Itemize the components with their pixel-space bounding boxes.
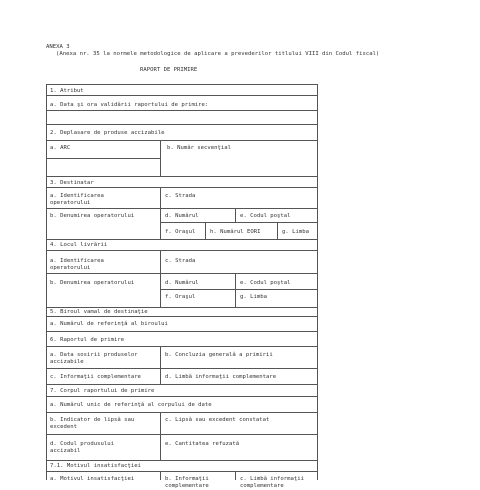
row-line (46, 208, 317, 209)
field-3-consignee: 3. Destinatar (50, 180, 94, 186)
field-7-1c-info-language: c. Limbă informaţii complementare (240, 476, 304, 489)
report-title: RAPORT DE PRIMIRE (140, 67, 198, 73)
column-line (160, 471, 161, 480)
field-6b-overall-conclusion: b. Concluzia generală a primirii (165, 352, 273, 358)
field-4a-operator-id: a. Identificarea operatorului (50, 258, 104, 271)
field-4e-postal-code: e. Codul poştal (240, 280, 291, 286)
field-6-receipt-report: 6. Raportul de primire (50, 337, 125, 343)
field-3d-number: d. Numărul (165, 213, 199, 219)
form-top-border (46, 84, 317, 85)
field-7d-product-code: d. Codul produsului accizabil (50, 441, 114, 454)
column-line (160, 187, 161, 239)
row-line (46, 346, 317, 347)
row-line (46, 158, 160, 159)
field-3f-city: f. Oraşul (165, 229, 196, 235)
field-3c-street: c. Strada (165, 193, 196, 199)
field-3g-language: g. Limba (282, 229, 309, 235)
row-line (160, 289, 317, 290)
row-line (46, 316, 317, 317)
field-1a-validation-datetime: a. Data şi ora validării raportului de primire: (50, 102, 209, 108)
row-line (46, 140, 317, 141)
row-line (46, 384, 317, 385)
column-line (205, 222, 206, 239)
field-7e-refused-quantity: e. Cantitatea refuzată (165, 441, 240, 447)
row-line (46, 273, 317, 274)
form-right-border (317, 84, 318, 480)
row-line (46, 368, 317, 369)
row-line (46, 434, 317, 435)
field-2b-sequence-number: b. Număr secvenţial (167, 145, 231, 151)
row-line (46, 187, 317, 188)
field-3h-eori-number: h. Numărul EORI (210, 229, 261, 235)
column-line (160, 412, 161, 460)
row-line (160, 222, 317, 223)
annex-subtitle: (Anexa nr. 35 la normele metodologice de aplicare a prevederilor titlului VIII din Codul fiscal) (56, 51, 380, 57)
row-line (46, 250, 317, 251)
row-line (46, 239, 317, 240)
field-7-1b-complementary-info: b. Informaţii complementare (165, 476, 209, 489)
row-line (46, 124, 317, 125)
field-7a-body-reference: a. Numărul unic de referinţă al corpului de date (50, 402, 212, 408)
column-line (235, 273, 236, 307)
field-1-attribute: 1. Atribut (50, 88, 84, 94)
annex-label: ANEXA 3 (46, 44, 70, 50)
field-4d-number: d. Numărul (165, 280, 199, 286)
row-line (46, 460, 317, 461)
column-line (160, 140, 161, 176)
field-5-customs-office: 5. Biroul vamal de destinaţie (50, 309, 148, 315)
field-7b-shortage-excess-indicator: b. Indicator de lipsă sau excedent (50, 417, 135, 430)
field-6c-complementary-info: c. Informaţii complementare (50, 374, 141, 380)
column-line (277, 222, 278, 239)
field-2-movement: 2. Deplasare de produse accizabile (50, 130, 165, 136)
field-7-1a-reason: a. Motivul insatisfacţiei (50, 476, 135, 482)
field-7-report-body: 7. Corpul raportului de primire (50, 388, 155, 394)
row-line (46, 331, 317, 332)
field-3e-postal-code: e. Codul poştal (240, 213, 291, 219)
field-4-delivery-place: 4. Locul livrării (50, 242, 108, 248)
field-4g-language: g. Limba (240, 294, 267, 300)
field-6d-info-language: d. Limbă informaţii complementare (165, 374, 277, 380)
column-line (235, 208, 236, 222)
column-line (160, 346, 161, 384)
field-3b-operator-name: b. Denumirea operatorului (50, 213, 135, 219)
column-line (235, 471, 236, 480)
row-line (46, 176, 317, 177)
field-7-1-dissatisfaction-reason: 7.1. Motivul insatisfacţiei (50, 463, 141, 469)
field-5a-office-reference: a. Numărul de referinţă al biroului (50, 321, 168, 327)
form-left-border (46, 84, 47, 480)
row-line (46, 307, 317, 308)
field-3a-operator-id: a. Identificarea operatorului (50, 193, 104, 206)
field-4b-operator-name: b. Denumirea operatorului (50, 280, 135, 286)
field-6a-arrival-date: a. Data sosirii produselor accizabile (50, 352, 138, 365)
field-4c-street: c. Strada (165, 258, 196, 264)
field-2a-arc: a. ARC (50, 145, 71, 151)
field-7c-observed-shortage-excess: c. Lipsă sau excedent constatat (165, 417, 270, 423)
row-line (46, 412, 317, 413)
row-line (46, 396, 317, 397)
row-line (46, 471, 317, 472)
row-line (46, 110, 317, 111)
field-4f-city: f. Oraşul (165, 294, 196, 300)
column-line (160, 250, 161, 307)
row-line (46, 95, 317, 96)
